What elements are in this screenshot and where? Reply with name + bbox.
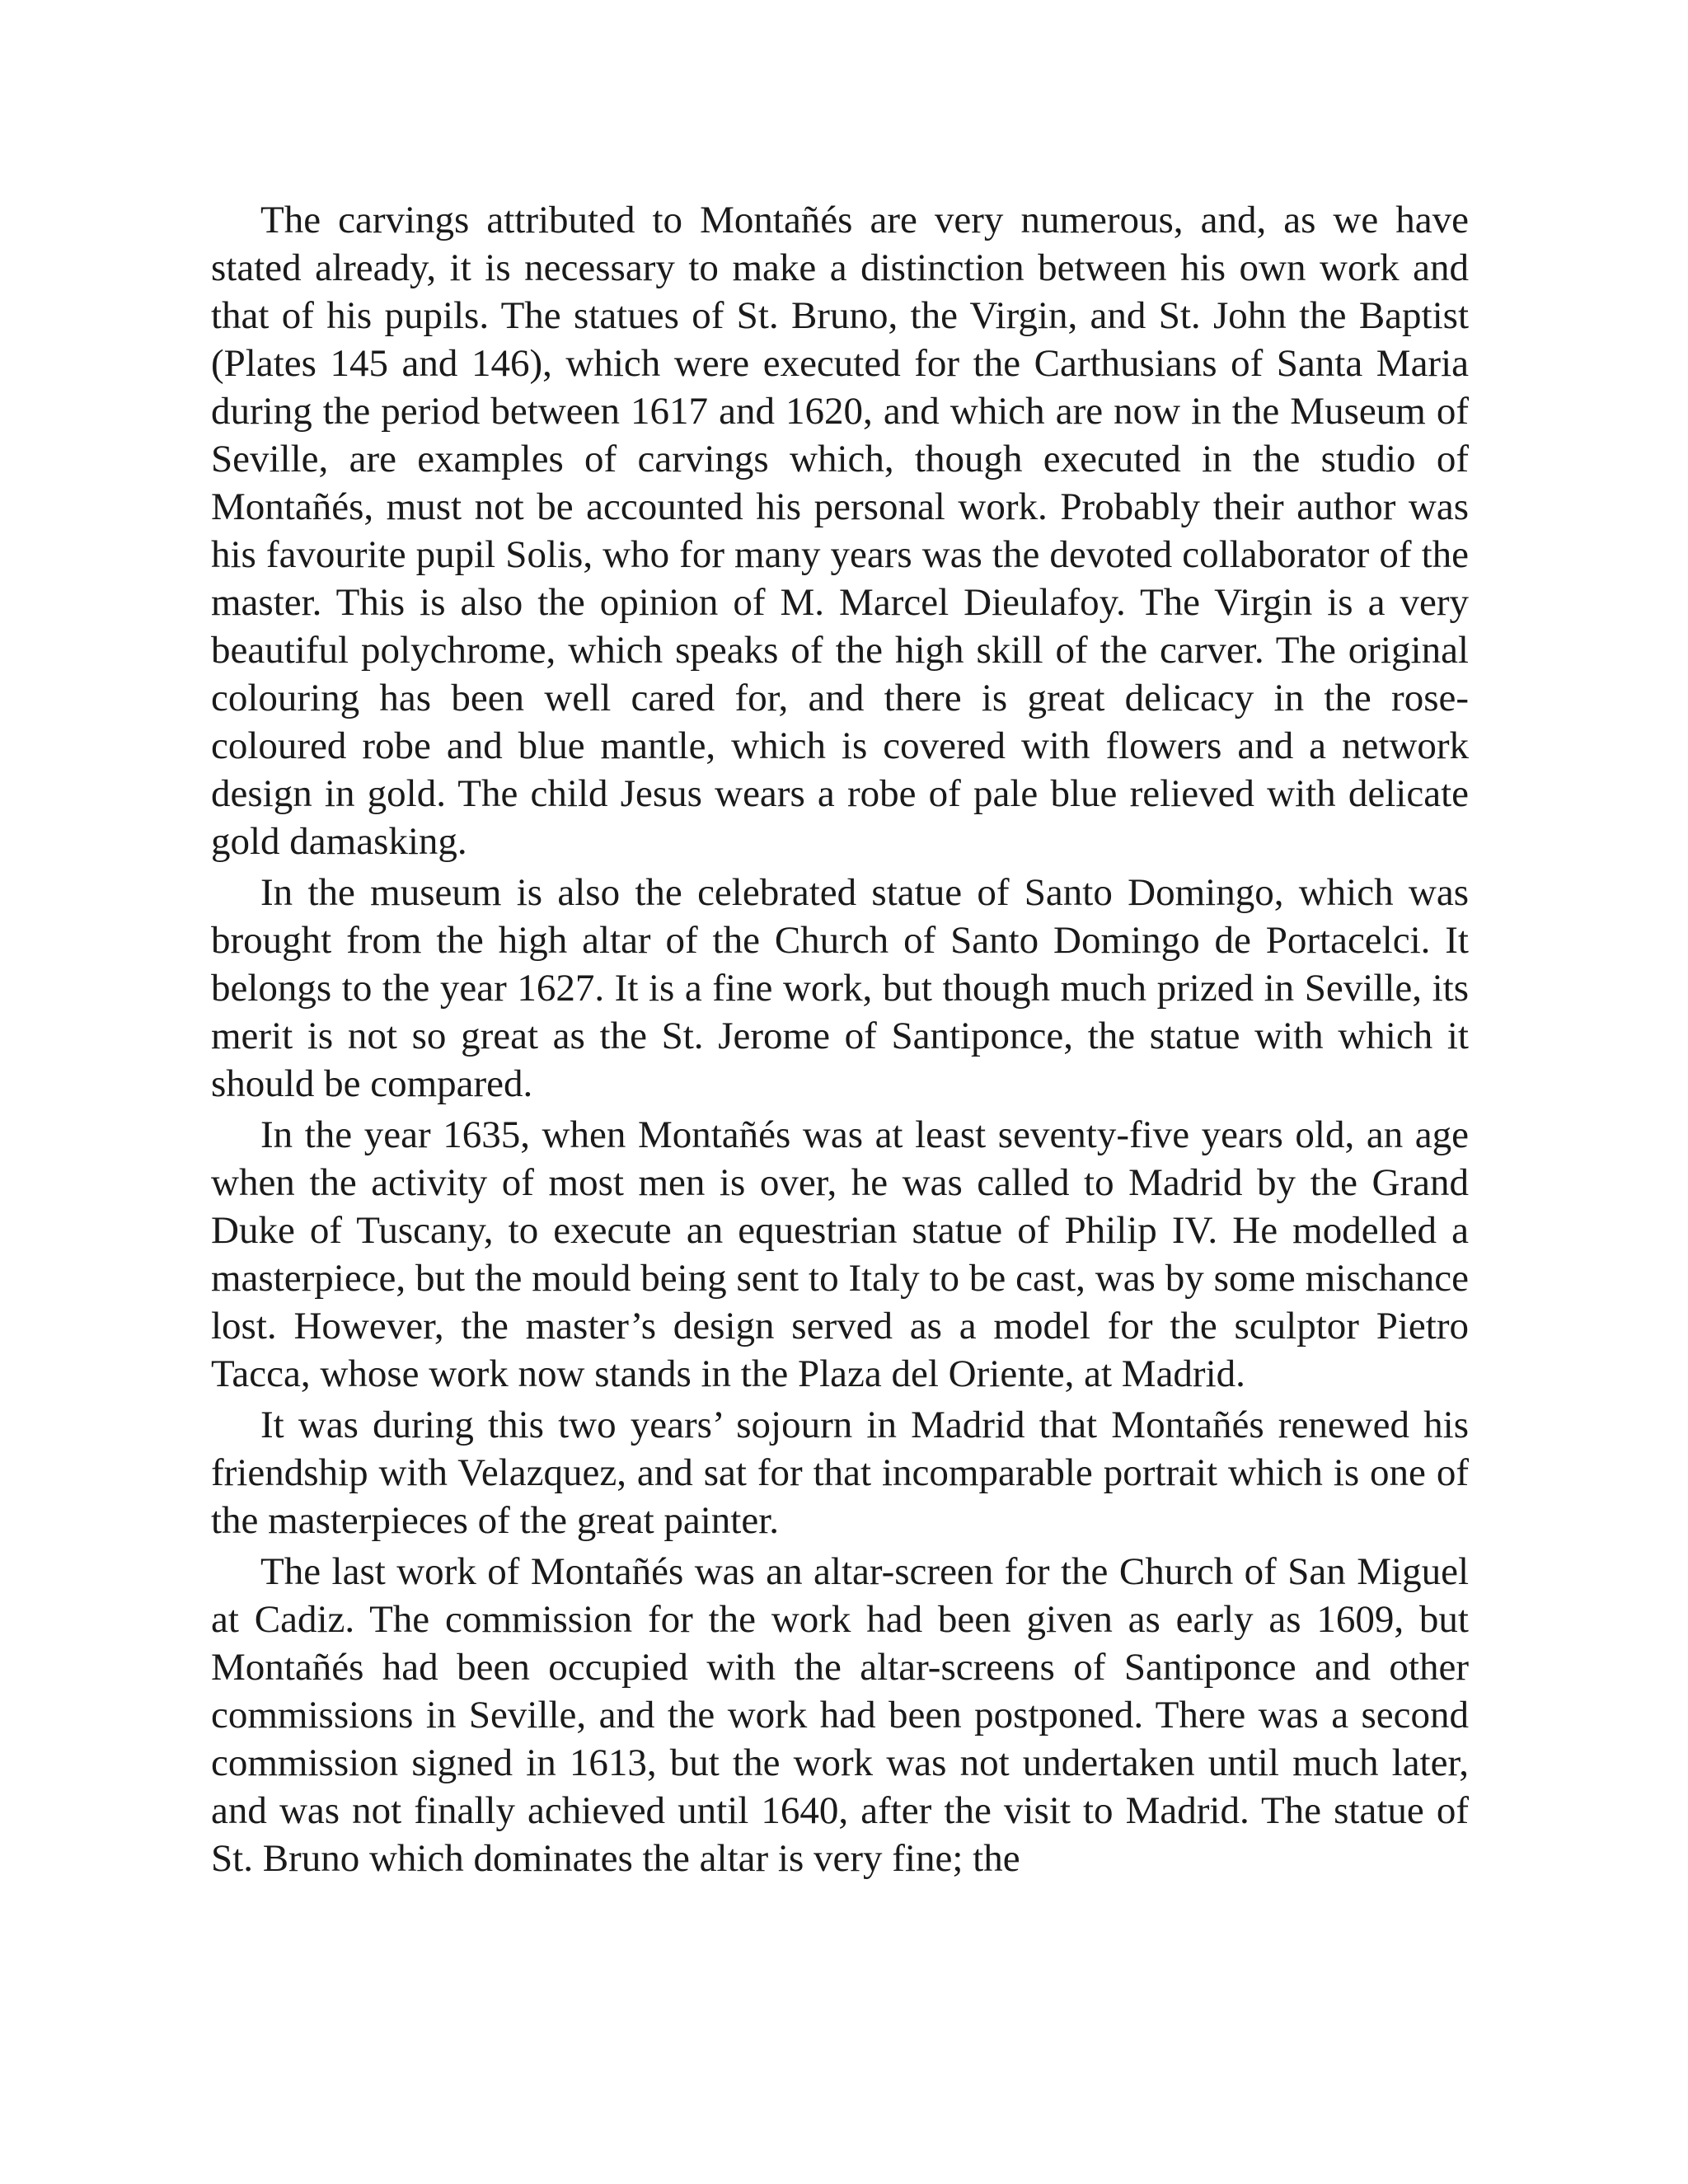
paragraph-madrid-1635: In the year 1635, when Montañés was at least seventy-five years old, an age when the activity of most men is over, he was called to Madrid by the Grand Duke of Tuscany, to execute an equestrian statue of Philip IV. He modelled a masterpiece, but the mould being sent to Italy to be cast, was by some mischance lost. However, the master’s design served as a model for the sculptor Pietro Tacca, whose work now stands in the Plaza del Oriente, at Madrid. xyxy=(211,1113,1469,1395)
paragraph-carvings: The carvings attributed to Montañés are very numerous, and, as we have stated already, it is necessary to make a distinction between his own work and that of his pupils. The statues of St. Bruno, the Virgin, and St. John the Baptist (Plates 145 and 146), which were executed for the Carthusians of Santa Maria during the period between 1617 and 1620, and which are now in the Museum of Seville, are examples of carvings which, though executed in the studio of Montañés, must not be accounted his personal work. Probably their author was his favourite pupil Solis, who for many years was the devoted collaborator of the master. This is also the opinion of M. Marcel Dieulafoy. The Virgin is a very beautiful polychrome, which speaks of the high skill of the carver. The original colouring has been well cared for, and there is great delicacy in the rose-coloured robe and blue mantle, which is covered with flowers and a network design in gold. The child Jesus wears a robe of pale blue relieved with delicate gold damasking. xyxy=(211,199,1469,863)
paragraph-last-work: The last work of Montañés was an altar-screen for the Church of San Miguel at Cadiz. The commission for the work had been given as early as 1609, but Montañés had been occupied with the altar-screens of Santiponce and other commissions in Seville, and the work had been postponed. There was a second commission signed in 1613, but the work was not undertaken until much later, and was not finally achieved until 1640, after the visit to Madrid. The statue of St. Bruno which dominates the altar is very fine; the xyxy=(211,1550,1469,1880)
paragraph-santo-domingo: In the museum is also the celebrated statue of Santo Domingo, which was brought from the high altar of the Church of Santo Domingo de Portacelci. It belongs to the year 1627. It is a fine work, but though much prized in Seville, its merit is not so great as the St. Jerome of Santiponce, the statue with which it should be compared. xyxy=(211,871,1469,1105)
paragraph-velazquez: It was during this two years’ sojourn in Madrid that Montañés renewed his friendship with Velazquez, and sat for that incomparable portrait which is one of the masterpieces of the great painter. xyxy=(211,1404,1469,1542)
body-text xyxy=(211,196,1469,1886)
